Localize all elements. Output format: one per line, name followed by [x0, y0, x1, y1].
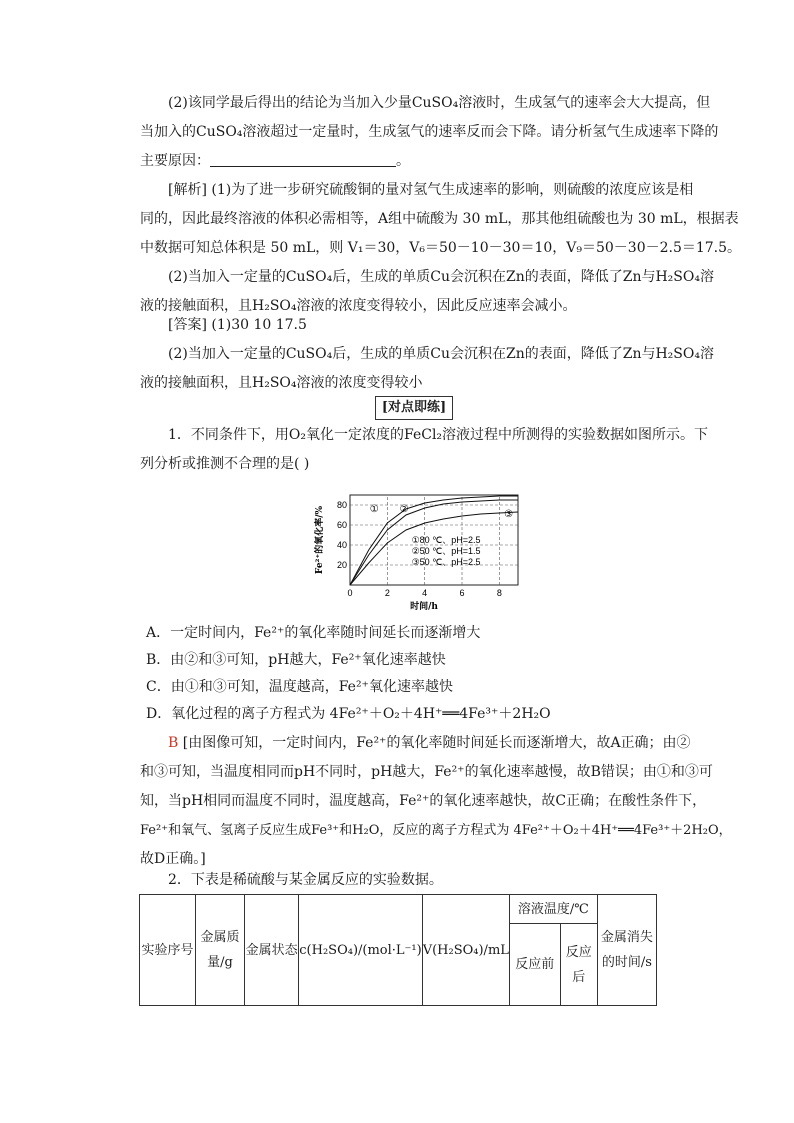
solution-block — [140, 729, 732, 874]
legend-entry: ①80 ℃、pH=2.5 — [411, 535, 481, 545]
header-after: 反应后 — [560, 924, 597, 1006]
legend-entry: ②50 ℃、pH=1.5 — [411, 546, 481, 556]
text-line: (2)当加入一定量的CuSO₄后，生成的单质Cu会沉积在Zn的表面，降低了Zn与H₂SO₄溶 — [168, 269, 714, 285]
answer-block — [140, 311, 714, 398]
header-conc: c(H₂SO₄)/(mol·L⁻¹) — [299, 895, 422, 1006]
y-tick-label: 60 — [336, 520, 347, 530]
text-line: 同的，因此最终溶液的体积必需相等，A组中硫酸为 30 mL，那其他组硫酸也为 30 mL，根据表 — [140, 211, 739, 227]
text-line: 主要原因： — [140, 153, 210, 169]
text-line: (2)该同学最后得出的结论为当加入少量CuSO₄溶液时，生成氢气的速率会大大提高，但 — [168, 95, 711, 111]
x-tick-label: 6 — [459, 588, 465, 598]
text-line: [由图像可知，一定时间内，Fe²⁺的氧化率随时间延长而逐渐增大，故A正确；由② — [178, 735, 691, 751]
analysis-block — [140, 176, 742, 321]
text-line: [答案] (1)30 10 17.5 — [168, 317, 307, 333]
x-tick-label: 8 — [496, 588, 502, 598]
series-marker-3: ③ — [504, 509, 514, 520]
text-line: 和③可知，当温度相同而pH不同时，pH越大，Fe²⁺的氧化速率越慢，故B错误；由①和③可 — [140, 764, 713, 780]
text-line: 中数据可知总体积是 50 mL，则 V₁＝30，V₆＝50－10－30＝10，V₉＝50－30－2.5＝17.5。 — [140, 240, 742, 256]
text-line: (2)当加入一定量的CuSO₄后，生成的单质Cu会沉积在Zn的表面，降低了Zn与H₂SO₄溶 — [168, 346, 714, 362]
text-line: 1．不同条件下，用O₂氧化一定浓度的FeCl₂溶液过程中所测得的实验数据如图所示。下 — [168, 427, 709, 443]
question-2-text — [140, 89, 719, 176]
experiment-table — [139, 894, 657, 1006]
x-axis-label: 时间/h — [410, 602, 438, 612]
header-before: 反应前 — [509, 924, 560, 1006]
section-tag: [对点即练] — [375, 396, 453, 420]
text-line: 液的接触面积，且H₂SO₄溶液的浓度变得较小 — [140, 375, 423, 391]
text-line: 液的接触面积，且H₂SO₄溶液的浓度变得较小，因此反应速率会减小。 — [140, 298, 577, 314]
header-exp-no: 实验序号 — [140, 895, 196, 1006]
oxidation-rate-chart — [310, 487, 525, 617]
header-time: 金属消失的时间/s — [597, 895, 656, 1006]
y-axis-label: Fe²⁺的氧化率/% — [315, 505, 325, 575]
header-state: 金属状态 — [245, 895, 299, 1006]
y-tick-label: 80 — [336, 500, 347, 510]
question-1-text — [140, 421, 709, 479]
answer-letter: B — [168, 735, 179, 751]
option-a: A．一定时间内，Fe²⁺的氧化率随时间延长而逐渐增大 — [146, 625, 481, 641]
x-tick-label: 2 — [384, 588, 390, 598]
text-line: 知，当pH相同而温度不同时，温度越高，Fe²⁺的氧化速率越快，故C正确；在酸性条件下， — [140, 793, 707, 809]
header-volume: V(H₂SO₄)/mL — [422, 895, 509, 1006]
option-b: B．由②和③可知，pH越大，Fe²⁺氧化速率越快 — [146, 652, 446, 668]
header-temp: 溶液温度/℃ — [509, 895, 597, 924]
text-line: Fe²⁺和氧气、氢离子反应生成Fe³⁺和H₂O，反应的离子方程式为 4Fe²⁺＋O₂＋4H⁺══4Fe³⁺＋2H₂O， — [140, 823, 732, 838]
text-line: 故D正确。] — [140, 851, 206, 867]
question-2-intro: 2．下表是稀硫酸与某金属反应的实验数据。 — [168, 872, 443, 888]
option-d: D．氧化过程的离子方程式为 4Fe²⁺＋O₂＋4H⁺══4Fe³⁺＋2H₂O — [146, 706, 551, 722]
text-line: 列分析或推测不合理的是( ) — [140, 456, 310, 472]
x-tick-label: 0 — [347, 588, 353, 598]
text-line — [140, 729, 691, 758]
header-mass: 金属质量/g — [195, 895, 244, 1006]
y-tick-label: 20 — [336, 560, 347, 570]
y-tick-label: 40 — [336, 540, 347, 550]
text-line: 当加入的CuSO₄溶液超过一定量时，生成氢气的速率反而会下降。请分析氢气生成速率下降的 — [140, 124, 719, 140]
legend-entry: ③50 ℃、pH=2.5 — [411, 557, 481, 567]
answer-blank — [210, 152, 396, 167]
text-line-with-blank — [140, 147, 660, 176]
text-line: [解析] (1)为了进一步研究硫酸铜的量对氢气生成速率的影响，则硫酸的浓度应该是相 — [168, 182, 694, 198]
series-marker-2: ② — [399, 504, 409, 515]
option-c: C．由①和③可知，温度越高，Fe²⁺氧化速率越快 — [146, 679, 453, 695]
end-mark: 。 — [396, 153, 410, 169]
x-tick-label: 4 — [422, 588, 428, 598]
series-marker-1: ① — [369, 504, 379, 515]
